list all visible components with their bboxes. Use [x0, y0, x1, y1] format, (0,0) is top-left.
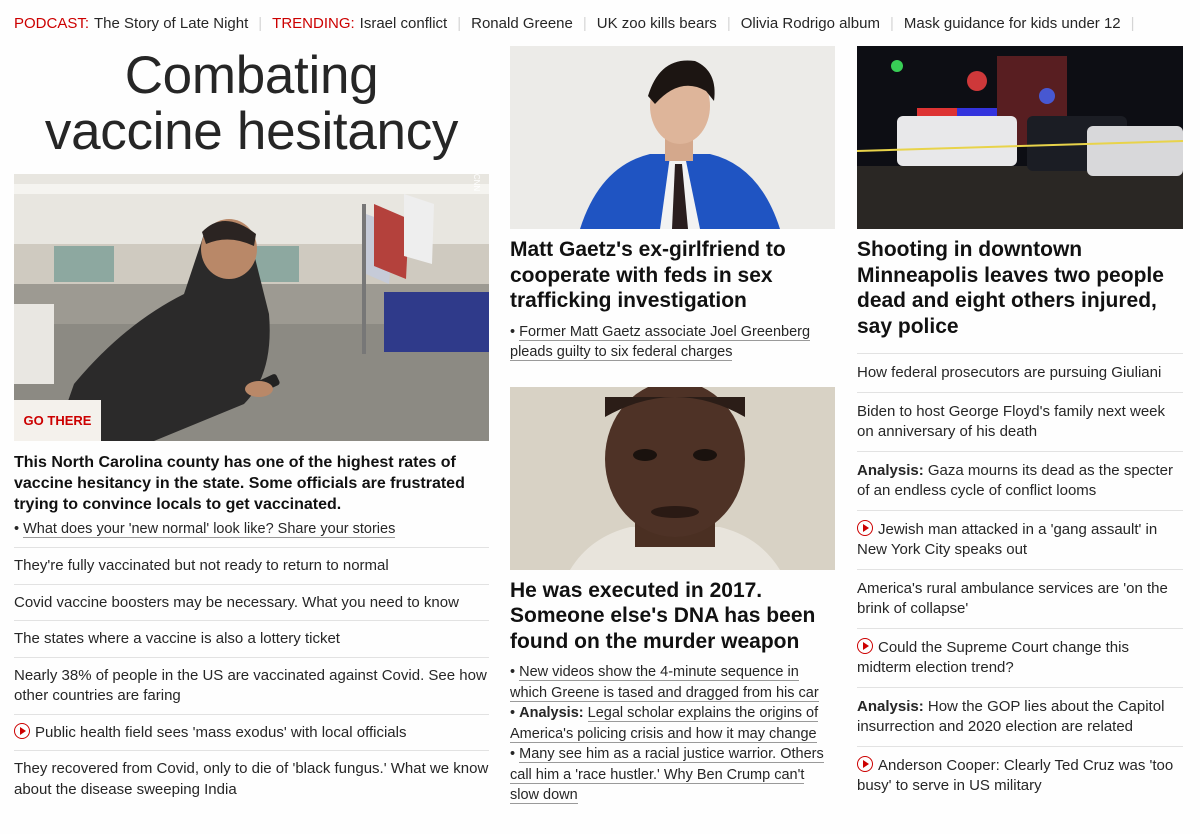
lead-bullet[interactable]: • What does your 'new normal' look like? Share your stories	[14, 521, 396, 537]
list-item[interactable]: They recovered from Covid, only to die of 'black fungus.' What we know about the disease sweeping India	[14, 760, 489, 798]
right-related-list	[857, 353, 1183, 805]
go-there-button[interactable]: GO THERE	[14, 400, 101, 441]
list-item-text: Biden to host George Floyd's family next week on anniversary of his death	[857, 402, 1166, 440]
divider: |	[457, 14, 462, 32]
lead-headline-line2: vaccine hesitancy	[44, 102, 459, 161]
lead-headline[interactable]	[14, 44, 489, 172]
executed-bullet-2[interactable]: • Analysis: Legal scholar explains the origins of America's policing crisis and how it may change	[510, 705, 819, 742]
trending-link-rodrigo[interactable]: Olivia Rodrigo album	[740, 14, 880, 32]
list-item-text: How federal prosecutors are pursuing Giuliani	[857, 364, 1162, 381]
lead-headline-line1: Combating	[124, 46, 379, 105]
executed-bullet-3-link[interactable]: Many see him as a racial justice warrior. Others call him a 'race hustler.' Why Ben Crump can't slow down	[510, 746, 824, 803]
executed-bullet-3[interactable]: • Many see him as a racial justice warrior. Others call him a 'race hustler.' Why Ben Crump can't slow down	[510, 746, 824, 803]
gaetz-headline[interactable]: Matt Gaetz's ex-girlfriend to cooperate with feds in sex trafficking investigation	[510, 238, 786, 312]
podcast-label: PODCAST:	[14, 14, 90, 32]
lead-related-list	[14, 547, 489, 807]
trending-link-mask[interactable]: Mask guidance for kids under 12	[903, 14, 1121, 32]
analysis-label: Analysis:	[857, 697, 924, 715]
trending-label: TRENDING:	[272, 14, 355, 32]
executed-bullet-1[interactable]: • New videos show the 4-minute sequence in which Greene is tased and dragged from his car	[510, 664, 819, 701]
trending-link-israel[interactable]: Israel conflict	[359, 14, 448, 32]
list-item[interactable]	[857, 452, 1183, 511]
divider: |	[582, 14, 587, 32]
right-column	[857, 46, 1183, 805]
list-item-text: Gaza mourns its dead as the specter of an endless cycle of conflict looms	[857, 461, 1174, 499]
cnn-watermark: CNN	[471, 174, 481, 192]
executed-headline[interactable]: He was executed in 2017. Someone else's DNA has been found on the murder weapon	[510, 578, 816, 653]
police-scene-photo	[857, 46, 1183, 229]
minneapolis-headline[interactable]: Shooting in downtown Minneapolis leaves two people dead and eight others injured, say police	[857, 238, 1164, 338]
list-item[interactable]	[857, 393, 1183, 452]
executed-bullet-1-link[interactable]: New videos show the 4-minute sequence in which Greene is tased and dragged from his car	[510, 664, 819, 701]
trending-bar	[14, 12, 1145, 34]
list-item-text: How the GOP lies about the Capitol insurrection and 2020 election are related	[857, 697, 1165, 735]
list-item-text: Could the Supreme Court change this midterm election trend?	[857, 638, 1129, 676]
list-item[interactable]	[857, 688, 1183, 747]
podcast-link[interactable]: The Story of Late Night	[94, 14, 249, 32]
play-circle-icon	[857, 638, 873, 654]
gaetz-photo	[510, 46, 835, 229]
list-item[interactable]	[857, 570, 1183, 629]
lead-bullet-link[interactable]: What does your 'new normal' look like? Share your stories	[23, 521, 396, 537]
middle-column	[510, 46, 835, 806]
list-item-text: Jewish man attacked in a 'gang assault' in New York City speaks out	[857, 520, 1158, 558]
list-item-text: America's rural ambulance services are 'on the brink of collapse'	[857, 579, 1168, 617]
list-item[interactable]	[14, 715, 489, 752]
list-item-text: Anderson Cooper: Clearly Ted Cruz was 'too busy' to serve in US military	[857, 756, 1174, 794]
lead-column	[14, 44, 489, 807]
play-circle-icon	[857, 756, 873, 772]
divider: |	[889, 14, 894, 32]
lead-story-image[interactable]	[14, 174, 489, 441]
gaetz-story-image[interactable]	[510, 46, 835, 229]
list-item[interactable]: Covid vaccine boosters may be necessary. What you need to know	[14, 585, 489, 622]
analysis-label: Analysis:	[857, 461, 924, 479]
divider: |	[258, 14, 263, 32]
lead-story-caption[interactable]: This North Carolina county has one of the highest rates of vaccine hesitancy in the state. Some officials are frustrated trying to convince locals to get vaccinated.	[14, 454, 465, 513]
gaetz-bullet[interactable]: • Former Matt Gaetz associate Joel Greenberg pleads guilty to six federal charges	[510, 323, 811, 360]
divider: |	[726, 14, 731, 32]
mugshot-photo	[510, 387, 835, 570]
list-item[interactable]: The states where a vaccine is also a lottery ticket	[14, 621, 489, 658]
executed-story-image[interactable]	[510, 387, 835, 570]
list-item[interactable]	[857, 629, 1183, 688]
list-item[interactable]: They're fully vaccinated but not ready to return to normal	[14, 548, 489, 585]
executed-bullet-2-link[interactable]: Legal scholar explains the origins of America's policing crisis and how it may change	[510, 705, 819, 742]
trending-link-zoo[interactable]: UK zoo kills bears	[596, 14, 717, 32]
list-item[interactable]	[857, 511, 1183, 570]
list-item[interactable]: Nearly 38% of people in the US are vaccinated against Covid. See how other countries are faring	[14, 658, 489, 715]
analysis-label: Analysis:	[519, 705, 584, 721]
list-item[interactable]	[857, 747, 1183, 805]
play-circle-icon	[14, 723, 30, 739]
minneapolis-story-image[interactable]	[857, 46, 1183, 229]
list-item[interactable]	[857, 354, 1183, 393]
trending-link-greene[interactable]: Ronald Greene	[471, 14, 573, 32]
play-circle-icon	[857, 520, 873, 536]
divider: |	[1130, 14, 1135, 32]
gaetz-bullet-link[interactable]: Former Matt Gaetz associate Joel Greenberg pleads guilty to six federal charges	[510, 323, 811, 360]
list-item-text: Public health field sees 'mass exodus' with local officials	[35, 723, 407, 741]
